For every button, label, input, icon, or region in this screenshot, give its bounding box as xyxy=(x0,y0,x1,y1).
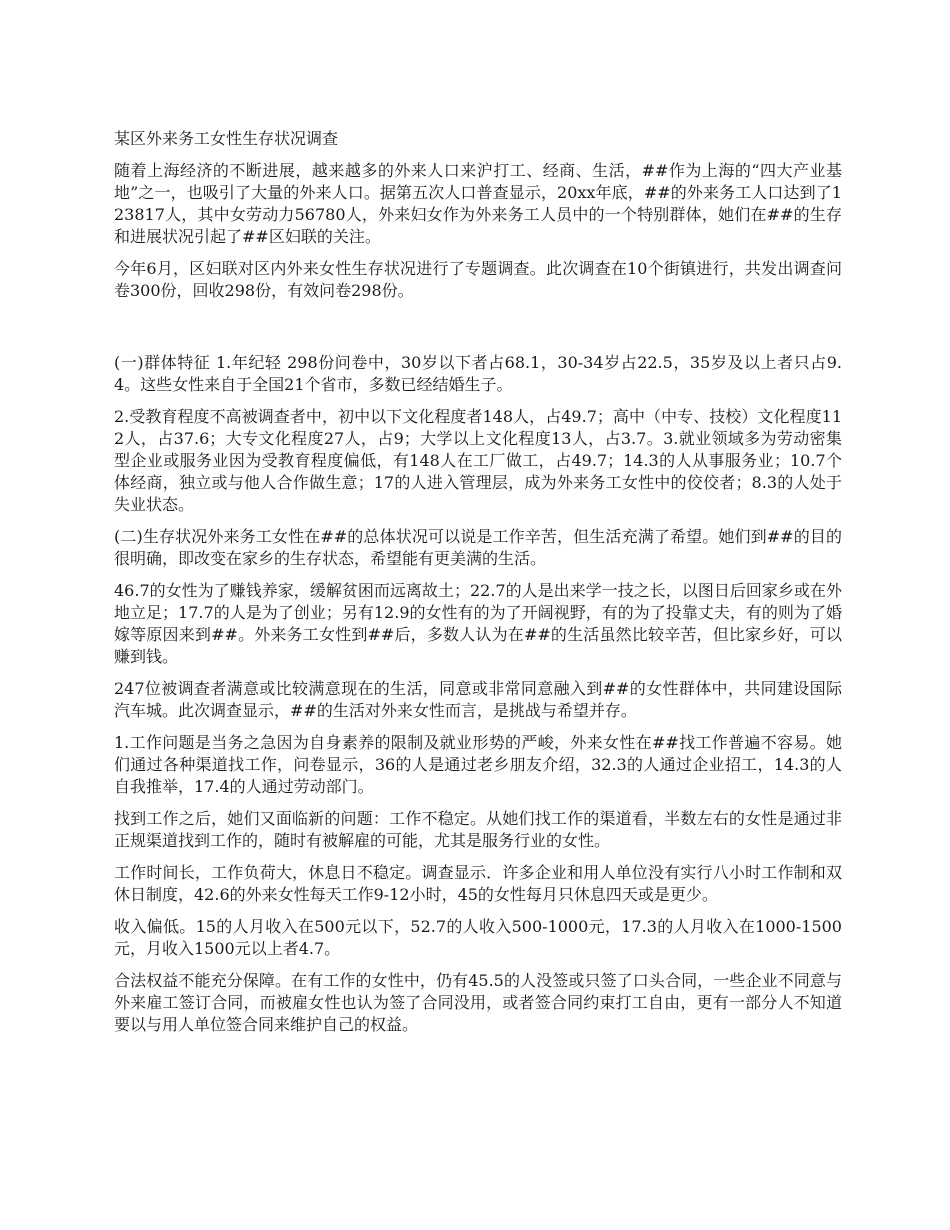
body-paragraph-2: 2.受教育程度不高被调查者中，初中以下文化程度者148人，占49.7；高中（中专、技校）文化程度112人，占37.6；大专文化程度27人，占9；大学以上文化程度13人，占3.7。3.就业领域多为劳动密集型企业或服务业因为受教育程度偏低，有148人在工厂做工，占49.7；14.3的人从事服务业；10.7个体经商，独立或与他人合作做生意；17的人进入管理层，成为外来务工女性中的佼佼者；8.3的人处于失业状态。 xyxy=(114,407,842,514)
body-paragraph-10: 合法权益不能充分保障。在有工作的女性中，仍有45.5的人没签或只签了口头合同，一些企业不同意与外来雇工签订合同，而被雇女性也认为签了合同没用，或者签合同约束打工自由，更有一部分人不知道要以与用人单位签合同来维护自己的权益。 xyxy=(114,971,842,1034)
body-paragraph-8: 工作时间长，工作负荷大，休息日不稳定。调查显示．许多企业和用人单位没有实行八小时工作制和双休日制度，42.6的外来女性每天工作9-12小时，45的女性每月只休息四天或是更少。 xyxy=(114,863,842,904)
body-paragraph-1: (一)群体特征 1.年纪轻 298份问卷中，30岁以下者占68.1，30-34岁占22.5，35岁及以上者只占9.4。这些女性来自于全国21个省市，多数已经结婚生子。 xyxy=(114,353,842,394)
body-paragraph-7: 找到工作之后，她们又面临新的问题：工作不稳定。从她们找工作的渠道看，半数左右的女性是通过非正规渠道找到工作的，随时有被解雇的可能，尤其是服务行业的女性。 xyxy=(114,809,842,850)
body-paragraph-9: 收入偏低。15的人月收入在500元以下，52.7的人收入500-1000元，17.3的人月收入在1000-1500元，月收入1500元以上者4.7。 xyxy=(114,917,842,958)
body-paragraph-6: 1.工作问题是当务之急因为自身素养的限制及就业形势的严峻，外来女性在##找工作普遍不容易。她们通过各种渠道找工作，问卷显示，36的人是通过老乡朋友介绍，32.3的人通过企业招工，14.3的人自我推举，17.4的人通过劳动部门。 xyxy=(114,733,842,796)
section-gap xyxy=(114,312,842,352)
intro-paragraph-2: 今年6月，区妇联对区内外来女性生存状况进行了专题调查。此次调查在10个街镇进行，共发出调查问卷300份，回收298份，有效问卷298份。 xyxy=(114,259,842,300)
document-title: 某区外来务工女性生存状况调查 xyxy=(114,129,339,148)
body-paragraph-3: (二)生存状况外来务工女性在##的总体状况可以说是工作辛苦，但生活充满了希望。她们到##的目的很明确，即改变在家乡的生存状态，希望能有更美满的生活。 xyxy=(114,527,842,568)
body-paragraph-4: 46.7的女性为了赚钱养家，缓解贫困而远离故土；22.7的人是出来学一技之长，以图日后回家乡或在外地立足；17.7的人是为了创业；另有12.9的女性有的为了开阔视野，有的为了投靠丈夫，有的则为了婚嫁等原因来到##。外来务工女性到##后，多数人认为在##的生活虽然比较辛苦，但比家乡好，可以赚到钱。 xyxy=(114,581,842,666)
body-paragraph-5: 247位被调查者满意或比较满意现在的生活，同意或非常同意融入到##的女性群体中，共同建设国际汽车城。此次调查显示，##的生活对外来女性而言，是挑战与希望并存。 xyxy=(114,679,842,720)
intro-paragraph-1: 随着上海经济的不断进展，越来越多的外来人口来沪打工、经商、生活，##作为上海的“四大产业基地”之一，也吸引了大量的外来人口。据第五次人口普查显示，20xx年底，##的外来务工人口达到了123817人，其中女劳动力56780人，外来妇女作为外来务工人员中的一个特别群体，她们在##的生存和进展状况引起了##区妇联的关注。 xyxy=(114,161,842,246)
document-page xyxy=(114,128,842,1046)
